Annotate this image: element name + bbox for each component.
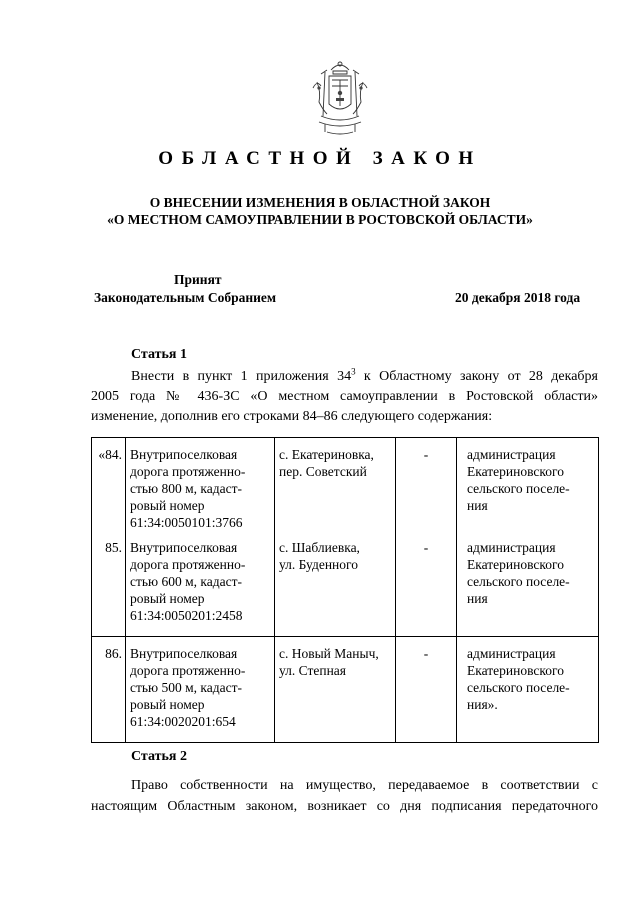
- administration-cell-line: сельского поселе-: [467, 481, 570, 496]
- adopted-by-label: Законодательным Собранием: [94, 290, 277, 305]
- article-1-line-2: 2005 года № 436-ЗС «О местном самоуправлении в Ростовской области»: [91, 389, 598, 404]
- administration-cell-line: Екатериновского: [467, 663, 564, 678]
- article-2-heading: Статья 2: [131, 749, 187, 764]
- administration-cell-line: администрация: [467, 646, 556, 661]
- administration-cell-line: сельского поселе-: [467, 574, 570, 589]
- road-description-line: дорога протяженно-: [130, 663, 246, 678]
- road-location: [275, 637, 396, 743]
- road-location-line: с. Новый Маныч,: [279, 646, 379, 661]
- road-description-line: 61:34:0050101:3766: [130, 515, 243, 530]
- road-description: [126, 438, 275, 532]
- road-description-line: стью 600 м, кадаст-: [130, 574, 243, 589]
- administration-cell-line: ния».: [467, 697, 498, 712]
- empty-value-dash: -: [396, 637, 457, 743]
- administration-cell-line: ния: [467, 498, 488, 513]
- article-2-line-2: настоящим Областным законом, возникает со дня подписания передаточного: [91, 799, 598, 814]
- road-location-line: ул. Буденного: [279, 557, 358, 572]
- adoption-date: 20 декабря 2018 года: [455, 290, 581, 305]
- road-description-line: стью 500 м, кадаст-: [130, 680, 243, 695]
- table-row: [92, 438, 599, 532]
- road-description-line: 61:34:0020201:654: [130, 714, 236, 729]
- road-description-line: дорога протяженно-: [130, 464, 246, 479]
- empty-value-dash: -: [396, 531, 457, 637]
- article-2-line-1: Право собственности на имущество, передаваемое в соответствии с: [131, 778, 598, 793]
- road-description-line: Внутрипоселковая: [130, 646, 238, 661]
- administration-cell: [457, 438, 599, 532]
- road-description: [126, 531, 275, 637]
- article-2-text: [91, 775, 598, 817]
- road-description-line: дорога протяженно-: [130, 557, 246, 572]
- road-description-line: стью 800 м, кадаст-: [130, 481, 243, 496]
- road-location: [275, 531, 396, 637]
- road-location-line: пер. Советский: [279, 464, 367, 479]
- administration-cell: [457, 637, 599, 743]
- adopted-label: Принят: [174, 272, 222, 287]
- road-description-line: ровый номер: [130, 697, 205, 712]
- road-location-line: ул. Степная: [279, 663, 347, 678]
- roads-table: [91, 437, 599, 743]
- administration-cell-line: ния: [467, 591, 488, 606]
- coat-of-arms-icon: [307, 58, 373, 138]
- table-row: [92, 531, 599, 637]
- table-row: [92, 637, 599, 743]
- road-location-line: с. Екатериновка,: [279, 447, 374, 462]
- document-subtitle-line-2: «О МЕСТНОМ САМОУПРАВЛЕНИИ В РОСТОВСКОЙ ОБЛАСТИ»: [107, 212, 533, 227]
- row-number: 85.: [92, 531, 126, 637]
- road-location-line: с. Шаблиевка,: [279, 540, 360, 555]
- article-1-text: [91, 367, 598, 427]
- road-description-line: Внутрипоселковая: [130, 447, 238, 462]
- road-description: [126, 637, 275, 743]
- road-location: [275, 438, 396, 532]
- article-1-heading: Статья 1: [131, 347, 187, 362]
- administration-cell-line: сельского поселе-: [467, 680, 570, 695]
- administration-cell-line: администрация: [467, 447, 556, 462]
- row-number: 86.: [92, 637, 126, 743]
- article-1-line-3: изменение, дополнив его строками 84–86 следующего содержания:: [91, 409, 493, 424]
- document-subtitle-line-1: О ВНЕСЕНИИ ИЗМЕНЕНИЯ В ОБЛАСТНОЙ ЗАКОН: [149, 195, 491, 210]
- road-description-line: Внутрипоселковая: [130, 540, 238, 555]
- administration-cell-line: Екатериновского: [467, 464, 564, 479]
- row-number: «84.: [92, 438, 126, 532]
- road-description-line: 61:34:0050201:2458: [130, 608, 243, 623]
- document-title: ОБЛАСТНОЙ ЗАКОН: [158, 148, 482, 169]
- road-description-line: ровый номер: [130, 498, 205, 513]
- administration-cell: [457, 531, 599, 637]
- administration-cell-line: администрация: [467, 540, 556, 555]
- empty-value-dash: -: [396, 438, 457, 532]
- article-1-line-1: Внести в пункт 1 приложения $34^3$ к Областному закону от 28 декабря: [131, 366, 598, 384]
- road-description-line: ровый номер: [130, 591, 205, 606]
- administration-cell-line: Екатериновского: [467, 557, 564, 572]
